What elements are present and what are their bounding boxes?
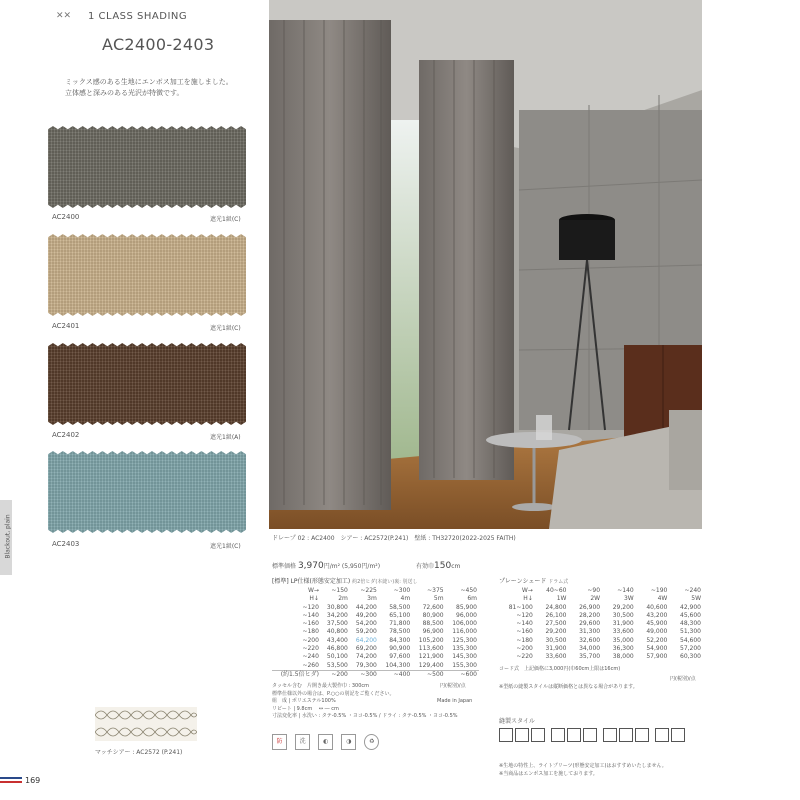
description-line: ミックス感のある生地にエンボス加工を施しました。 [65, 78, 233, 86]
shading-icon: ◐ [318, 734, 333, 750]
header-cell: W→ [307, 587, 319, 594]
table-cell: 34,000 [579, 645, 601, 653]
header-cell: 3W [623, 595, 634, 603]
table-cell: 54,600 [680, 636, 701, 644]
table-cell: ~400 [379, 670, 412, 679]
header-cell: 1W [556, 595, 567, 603]
table-cell: (約1.5倍ヒダ) [272, 670, 321, 679]
table-cell: 26,900 [579, 603, 601, 611]
table-cell: ~180 [516, 636, 533, 644]
table-cell: 84,300 [389, 636, 411, 644]
table-row [497, 620, 703, 628]
table-cell: 35,000 [612, 636, 634, 644]
table-row [272, 662, 479, 671]
table-cell: 59,200 [355, 628, 377, 636]
table-row [497, 612, 703, 620]
table-cell: 35,700 [579, 653, 601, 661]
code-note: コード式 上記価格に3,000円(巾60cm上限は16cm) [499, 666, 621, 672]
header-cell: 3m [367, 595, 377, 603]
table-row [272, 645, 479, 653]
lp-icon [499, 728, 513, 742]
eco-icon: ♻ [364, 734, 379, 750]
table-header-row [497, 587, 703, 595]
table-cell: ~120 [516, 611, 533, 619]
header-cell: ~225 [360, 587, 377, 594]
table-cell: 125,300 [452, 636, 477, 644]
header-cell: ~150 [331, 587, 348, 594]
table-cell: 57,200 [680, 645, 701, 653]
pleat-1-icon [551, 728, 565, 742]
table-cell: 45,600 [680, 611, 701, 619]
table-cell: ~200 [302, 636, 319, 644]
table-cell: 27,500 [545, 620, 567, 628]
header-cell: H↓ [309, 595, 319, 603]
table-row [272, 628, 479, 636]
table-cell: 80,900 [422, 611, 444, 619]
room-photo [269, 0, 702, 529]
table-cell: ~200 [321, 670, 350, 679]
table-cell: 104,300 [385, 661, 411, 669]
table-cell: 26,100 [545, 611, 567, 619]
sheer-label: マッチシアー : AC2572 (P.241) [95, 749, 183, 756]
flame-retardant-icon: 防 [272, 734, 287, 750]
made-in: Made in Japan [437, 698, 473, 704]
table-cell: 65,100 [389, 611, 411, 619]
table-cell: 24,800 [545, 603, 567, 611]
table-cell: ~260 [302, 661, 319, 669]
style-note: ※当商品はエンボス加工を施しております。 [499, 770, 598, 777]
swatch-ac2402[interactable] [48, 343, 246, 425]
description-line: 立体感と深みのある光沢が特徴です。 [65, 89, 184, 97]
table-cell: 29,200 [612, 603, 634, 611]
plain-unit: 円(税別)/点 [670, 676, 696, 682]
table-cell: 52,200 [646, 636, 668, 644]
table-cell: 30,500 [612, 611, 634, 619]
table-cell: 28,200 [579, 611, 601, 619]
swatch-ac2400[interactable] [48, 126, 246, 208]
table-cell: 45,900 [646, 620, 668, 628]
table-cell: 116,000 [452, 628, 477, 636]
plain-price-table [497, 587, 703, 662]
flag-stripe-icon [0, 777, 22, 783]
lp-title: [標準] LP仕様(形態安定加工) [272, 578, 351, 585]
swatch-code: AC2402 [52, 431, 80, 439]
table-row [272, 637, 479, 645]
width-row [416, 561, 460, 571]
table-cell: 78,500 [389, 628, 411, 636]
lp-subtitle: 約2倍ヒダ(本縫い)裏: 別送し [352, 579, 418, 585]
header-cell: 6m [467, 595, 477, 603]
table-cell: 51,300 [680, 628, 701, 636]
sa-icon [531, 728, 545, 742]
spec-note: 組 成 | ポリエステル100% [272, 698, 336, 704]
table-cell: 30,800 [326, 603, 348, 611]
table-cell: 43,200 [646, 611, 668, 619]
table-cell: ~160 [302, 620, 319, 628]
table-cell: 58,500 [389, 603, 411, 611]
table-cell: 33,600 [612, 628, 634, 636]
swatch-code: AC2403 [52, 540, 80, 548]
care-icons [272, 728, 382, 744]
table-cell: 54,900 [646, 645, 668, 653]
table-cell: ~220 [302, 645, 319, 653]
header-cell: ~240 [684, 587, 701, 594]
uv-icon: ◑ [341, 734, 356, 750]
spec-notes [272, 683, 458, 721]
header-cell: ~140 [617, 587, 634, 594]
swatch-ac2401[interactable] [48, 234, 246, 316]
table-cell: ~300 [350, 670, 379, 679]
header-cell: 2m [338, 595, 348, 603]
table-cell: 29,600 [579, 620, 601, 628]
table-cell: 54,200 [355, 620, 377, 628]
header-cell: 4m [400, 595, 411, 603]
table-row [272, 604, 479, 612]
table-cell: 30,500 [545, 636, 567, 644]
table-row [497, 653, 703, 661]
header-cell: 40~60 [546, 587, 567, 594]
table-cell: 113,600 [418, 645, 444, 653]
table-cell: 29,200 [545, 628, 567, 636]
table-cell: 50,100 [326, 653, 348, 661]
table-cell: 88,500 [422, 620, 444, 628]
product-title: AC2400-2403 [102, 35, 215, 54]
table-cell: 43,400 [326, 636, 348, 644]
table-row [497, 645, 703, 653]
table-cell: 135,300 [452, 645, 477, 653]
roman-3-icon [635, 728, 649, 742]
table-cell: 90,900 [389, 645, 411, 653]
ca-icon [515, 728, 529, 742]
table-cell: 49,000 [646, 628, 668, 636]
table-cell: ~500 [412, 670, 445, 679]
spec-note: 標準仕様以外の場合は、P.○○の別記をご覧ください。 [272, 690, 395, 697]
swatch-grade: 遮光1級(C) [210, 216, 241, 223]
table-cell: 31,300 [579, 628, 601, 636]
style-label: 縫製スタイル [499, 718, 535, 725]
plain-subtitle: ドラム式 [548, 579, 569, 585]
table-row [497, 628, 703, 636]
price-unit: 円/m² [323, 563, 340, 570]
plain-table-title [499, 576, 568, 585]
table-cell: 106,000 [452, 620, 477, 628]
table-cell: 74,200 [355, 653, 377, 661]
spec-note: リピート | 9.8cm ↔ ― cm [272, 705, 339, 712]
lp-table-title [272, 576, 418, 585]
table-cell: 79,300 [355, 661, 377, 669]
table-cell: 31,900 [612, 620, 634, 628]
lp-unit: 円(税別)/点 [440, 683, 466, 689]
header-cell: 4W [657, 595, 668, 603]
table-cell: 40,600 [646, 603, 668, 611]
photo-caption: ドレープ 02 : AC2400 シアー : AC2572(P.241) 壁紙 : TH32720(2022-2025 FAITH) [272, 535, 516, 542]
page-number: 169 [25, 776, 41, 785]
spec-note: 寸法変化率 | 水洗い : タテ-0.5% ・ヨコ-0.5% / ドライ : タテ-0.5% ・ヨコ-0.5% [272, 713, 458, 719]
width-label: 有効巾 [416, 563, 435, 570]
plain-note: ※型紙の縫製スタイルは縦断価格とは異なる場合があります。 [499, 684, 638, 690]
price-value: 3,970 [297, 561, 324, 571]
header-cell: W→ [521, 587, 533, 594]
swatch-code: AC2400 [52, 213, 80, 221]
swatch-code: AC2401 [52, 322, 80, 330]
style-notes [499, 763, 667, 778]
lp-price-table [272, 587, 479, 679]
header-cell: ~375 [427, 587, 444, 594]
table-cell: 64,200 [355, 636, 377, 644]
spec-note: タッセル含む 片開き最大製作巾 : 300cm [272, 683, 370, 689]
table-cell: 53,500 [326, 661, 348, 669]
table-cell: 46,800 [326, 645, 348, 653]
pleat-2-icon [567, 728, 581, 742]
table-cell: 96,900 [422, 628, 444, 636]
price-sub: (5,950円/m²) [341, 563, 381, 570]
table-cell: ~140 [516, 620, 533, 628]
table-cell: 96,000 [456, 611, 477, 619]
table-header-row [272, 595, 479, 603]
table-cell: 85,900 [456, 603, 477, 611]
width-unit: cm [451, 563, 461, 570]
table-cell: ~600 [446, 670, 479, 679]
table-cell: ~200 [516, 645, 533, 653]
table-row [497, 637, 703, 645]
table-cell: ~120 [302, 603, 319, 611]
series-label: 1 CLASS SHADING [88, 11, 188, 22]
table-cell: ~220 [516, 653, 533, 661]
table-cell: 145,300 [452, 653, 477, 661]
table-cell: 40,800 [326, 628, 348, 636]
table-cell: 57,900 [646, 653, 668, 661]
swatch-grade: 遮光1級(C) [210, 543, 241, 550]
table-cell: 42,900 [680, 603, 701, 611]
roman-2-icon [619, 728, 633, 742]
table-cell: 155,300 [452, 661, 477, 669]
table-cell: 32,600 [579, 636, 601, 644]
header-cell: ~450 [460, 587, 477, 594]
table-cell: 48,300 [680, 620, 701, 628]
header-cell: 5W [691, 595, 701, 603]
style-note: ※生地の特性上、ライトプリーツ(形態安定加工)はおすすめいたしません。 [499, 763, 667, 769]
shade-2-icon [671, 728, 685, 742]
header-cell: ~90 [587, 587, 601, 594]
table-cell: ~140 [302, 611, 319, 619]
price-label: 標準価格 [272, 563, 297, 570]
table-header-row [497, 595, 703, 603]
table-footer-row [272, 670, 479, 679]
table-cell: 71,800 [389, 620, 411, 628]
table-row [272, 612, 479, 620]
swatch-ac2403[interactable] [48, 451, 246, 533]
header-cell: ~300 [393, 587, 411, 594]
header-cell: 2W [590, 595, 601, 603]
header-cell: 5m [433, 595, 444, 603]
table-cell: 105,200 [418, 636, 444, 644]
table-header-row [272, 587, 479, 595]
header-cell: ~190 [650, 587, 668, 594]
plain-title: プレーンシェード [499, 578, 547, 585]
product-description [65, 77, 285, 99]
table-cell: ~240 [302, 653, 319, 661]
table-cell: 129,400 [418, 661, 444, 669]
table-row [272, 653, 479, 661]
table-cell: 97,600 [389, 653, 411, 661]
washable-icon: 洗 [295, 734, 310, 750]
side-tab-label: Blackout, plain [4, 514, 12, 559]
table-cell: 69,200 [355, 645, 377, 653]
table-cell: ~160 [516, 628, 533, 636]
table-cell: 36,300 [612, 645, 634, 653]
table-cell: 121,900 [418, 653, 444, 661]
table-cell: 37,500 [326, 620, 348, 628]
table-cell: 34,200 [326, 611, 348, 619]
table-cell: ~180 [302, 628, 319, 636]
width-value: 150 [434, 561, 452, 571]
table-cell: 44,200 [355, 603, 377, 611]
price-row [272, 561, 380, 571]
shade-1-icon [655, 728, 669, 742]
table-cell: 33,600 [545, 653, 567, 661]
table-cell: 60,300 [680, 653, 701, 661]
table-cell: 49,200 [355, 611, 377, 619]
table-row [272, 620, 479, 628]
table-cell: 72,600 [422, 603, 444, 611]
table-cell: 31,900 [545, 645, 567, 653]
swatch-grade: 遮光1級(A) [210, 434, 241, 441]
roman-1-icon [603, 728, 617, 742]
table-row [497, 604, 703, 612]
style-icons [499, 728, 687, 747]
table-cell: 38,000 [612, 653, 634, 661]
series-logo-icon: ✕✕ [56, 11, 72, 21]
swatch-grade: 遮光1級(C) [210, 325, 241, 332]
sheer-sample-image [95, 707, 197, 741]
table-cell: 81~100 [508, 603, 533, 611]
pleat-3-icon [583, 728, 597, 742]
header-cell: H↓ [523, 595, 533, 603]
